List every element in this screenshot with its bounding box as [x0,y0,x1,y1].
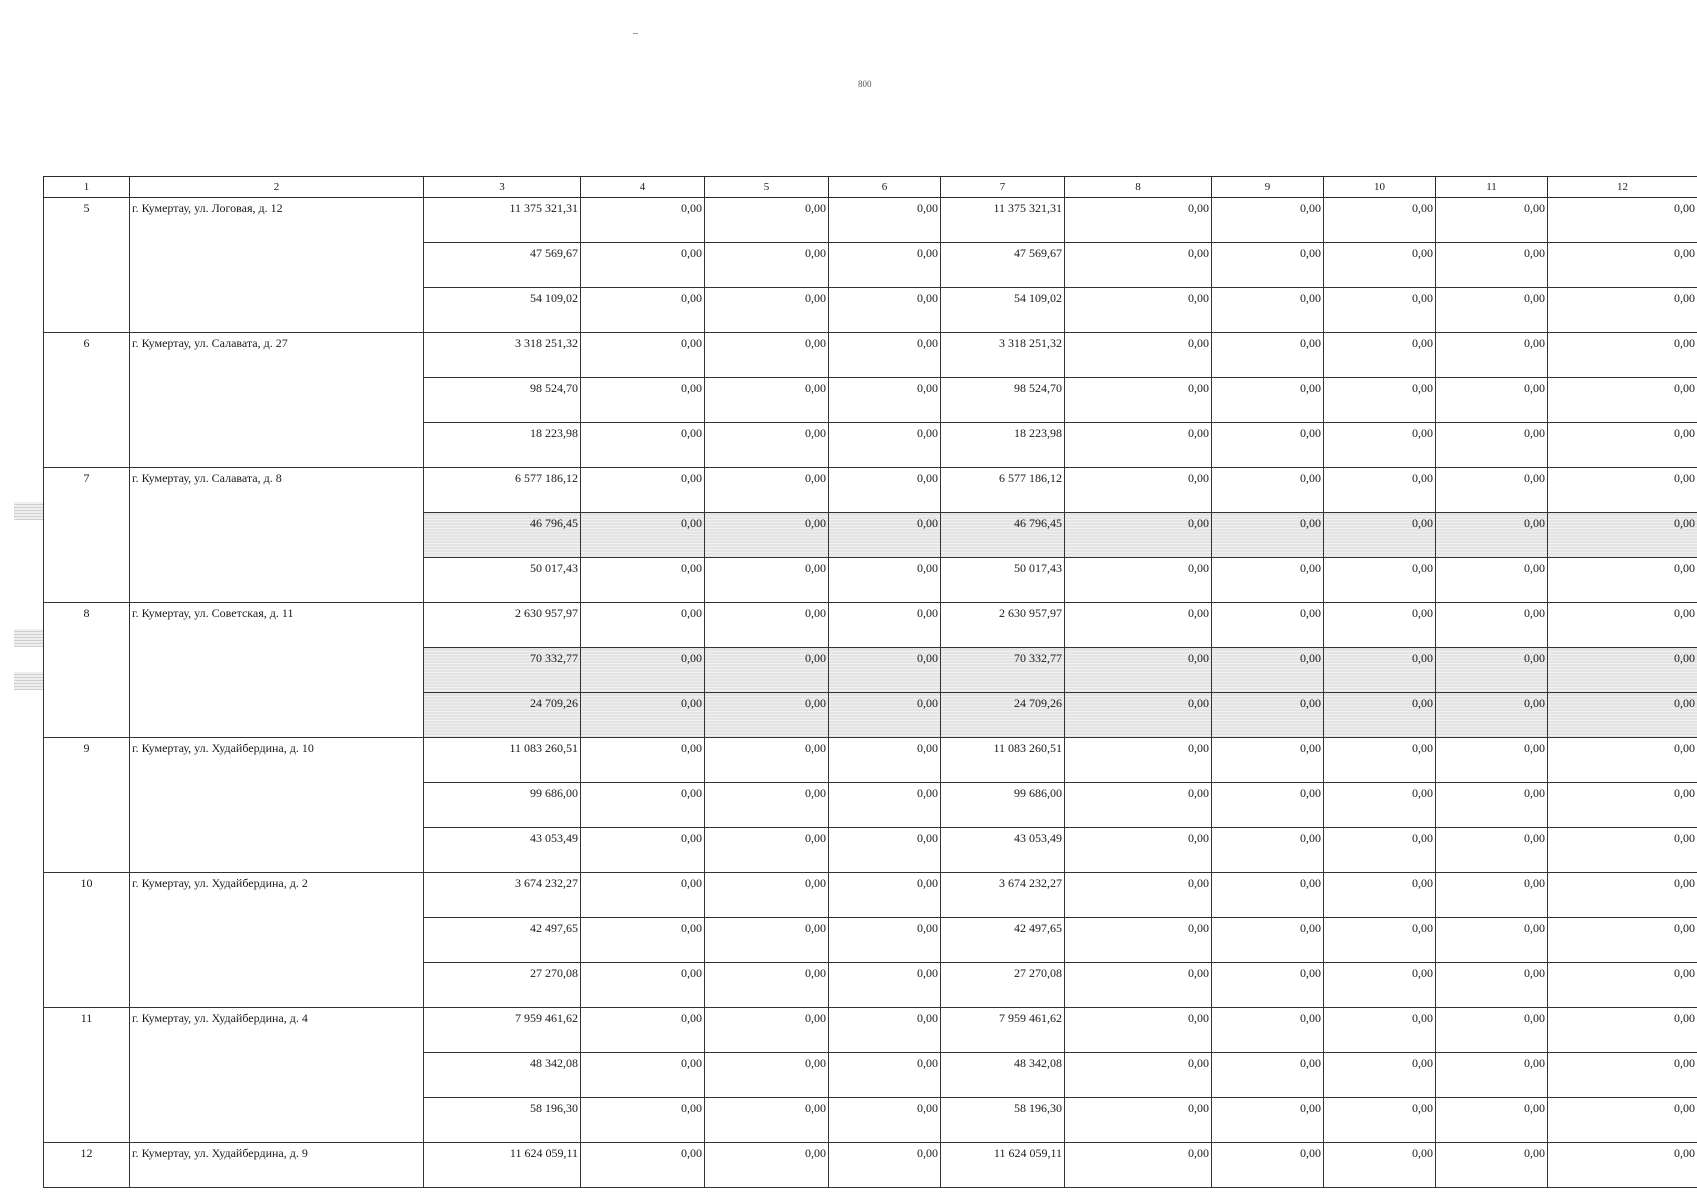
table-row [44,468,1697,513]
amount-cell-col-9: 0,00 [1212,378,1324,423]
table-row [44,873,1697,918]
amount-cell-col-11: 0,00 [1436,243,1548,288]
column-number-11: 11 [1436,177,1548,198]
amount-cell-col-11: 0,00 [1436,963,1548,1008]
amount-cell-col-11: 0,00 [1436,693,1548,738]
amount-cell-col-4: 0,00 [581,828,705,873]
amount-cell-col-6: 0,00 [829,423,941,468]
amount-cell-col-6: 0,00 [829,198,941,243]
amount-cell-col-7: 18 223,98 [941,423,1065,468]
amount-cell-col-8: 0,00 [1065,243,1212,288]
amount-cell-col-10: 0,00 [1324,558,1436,603]
amount-cell-col-12: 0,00 [1548,828,1697,873]
amount-cell-col-11: 0,00 [1436,873,1548,918]
row-index: 11 [44,1008,130,1143]
amount-cell-col-8: 0,00 [1065,468,1212,513]
amount-cell-col-8: 0,00 [1065,378,1212,423]
amount-cell-col-8: 0,00 [1065,333,1212,378]
amount-cell-col-10: 0,00 [1324,693,1436,738]
amount-cell-col-4: 0,00 [581,288,705,333]
amount-cell-col-10: 0,00 [1324,738,1436,783]
amount-cell-col-9: 0,00 [1212,1053,1324,1098]
amount-cell-col-9: 0,00 [1212,198,1324,243]
amount-cell-col-9: 0,00 [1212,738,1324,783]
amount-cell-col-6: 0,00 [829,1098,941,1143]
amount-cell-col-10: 0,00 [1324,288,1436,333]
amount-cell-col-3: 48 342,08 [424,1053,581,1098]
amount-cell-col-5: 0,00 [705,468,829,513]
amount-cell-col-5: 0,00 [705,783,829,828]
amount-cell-col-12: 0,00 [1548,738,1697,783]
amount-cell-col-10: 0,00 [1324,333,1436,378]
amount-cell-col-6: 0,00 [829,333,941,378]
amount-cell-col-6: 0,00 [829,603,941,648]
amount-cell-col-9: 0,00 [1212,693,1324,738]
amount-cell-col-10: 0,00 [1324,423,1436,468]
amount-cell-col-11: 0,00 [1436,558,1548,603]
amount-cell-col-12: 0,00 [1548,918,1697,963]
amount-cell-col-5: 0,00 [705,648,829,693]
row-address: г. Кумертау, ул. Худайбердина, д. 4 [130,1008,424,1143]
amount-cell-col-11: 0,00 [1436,783,1548,828]
amount-cell-col-3: 70 332,77 [424,648,581,693]
amount-cell-col-11: 0,00 [1436,1008,1548,1053]
amount-cell-col-7: 24 709,26 [941,693,1065,738]
table-row [44,1143,1697,1188]
row-address: г. Кумертау, ул. Салавата, д. 8 [130,468,424,603]
amount-cell-col-3: 6 577 186,12 [424,468,581,513]
amount-cell-col-12: 0,00 [1548,693,1697,738]
amount-cell-col-8: 0,00 [1065,558,1212,603]
amount-cell-col-12: 0,00 [1548,603,1697,648]
financial-table [43,176,1697,1188]
amount-cell-col-5: 0,00 [705,1098,829,1143]
amount-cell-col-12: 0,00 [1548,288,1697,333]
amount-cell-col-4: 0,00 [581,918,705,963]
amount-cell-col-9: 0,00 [1212,1098,1324,1143]
scan-shade-band [14,502,43,520]
amount-cell-col-9: 0,00 [1212,468,1324,513]
amount-cell-col-10: 0,00 [1324,198,1436,243]
amount-cell-col-7: 98 524,70 [941,378,1065,423]
amount-cell-col-10: 0,00 [1324,513,1436,558]
amount-cell-col-4: 0,00 [581,738,705,783]
amount-cell-col-12: 0,00 [1548,1098,1697,1143]
amount-cell-col-7: 99 686,00 [941,783,1065,828]
amount-cell-col-7: 6 577 186,12 [941,468,1065,513]
amount-cell-col-5: 0,00 [705,333,829,378]
column-number-3: 3 [424,177,581,198]
amount-cell-col-6: 0,00 [829,693,941,738]
amount-cell-col-3: 3 674 232,27 [424,873,581,918]
amount-cell-col-10: 0,00 [1324,243,1436,288]
amount-cell-col-5: 0,00 [705,288,829,333]
amount-cell-col-8: 0,00 [1065,198,1212,243]
amount-cell-col-4: 0,00 [581,1098,705,1143]
column-number-9: 9 [1212,177,1324,198]
amount-cell-col-7: 43 053,49 [941,828,1065,873]
row-address: г. Кумертау, ул. Худайбердина, д. 9 [130,1143,424,1188]
table-row [44,603,1697,648]
amount-cell-col-8: 0,00 [1065,1053,1212,1098]
amount-cell-col-11: 0,00 [1436,423,1548,468]
amount-cell-col-9: 0,00 [1212,828,1324,873]
amount-cell-col-5: 0,00 [705,1143,829,1188]
table-row [44,333,1697,378]
amount-cell-col-4: 0,00 [581,198,705,243]
amount-cell-col-9: 0,00 [1212,963,1324,1008]
amount-cell-col-4: 0,00 [581,423,705,468]
amount-cell-col-12: 0,00 [1548,198,1697,243]
amount-cell-col-3: 99 686,00 [424,783,581,828]
amount-cell-col-7: 54 109,02 [941,288,1065,333]
amount-cell-col-6: 0,00 [829,558,941,603]
amount-cell-col-4: 0,00 [581,1053,705,1098]
amount-cell-col-12: 0,00 [1548,783,1697,828]
row-index: 10 [44,873,130,1008]
amount-cell-col-9: 0,00 [1212,243,1324,288]
amount-cell-col-12: 0,00 [1548,378,1697,423]
amount-cell-col-8: 0,00 [1065,288,1212,333]
amount-cell-col-11: 0,00 [1436,738,1548,783]
amount-cell-col-11: 0,00 [1436,918,1548,963]
amount-cell-col-4: 0,00 [581,378,705,423]
amount-cell-col-8: 0,00 [1065,513,1212,558]
amount-cell-col-11: 0,00 [1436,378,1548,423]
amount-cell-col-6: 0,00 [829,288,941,333]
amount-cell-col-12: 0,00 [1548,963,1697,1008]
amount-cell-col-10: 0,00 [1324,1053,1436,1098]
amount-cell-col-9: 0,00 [1212,783,1324,828]
column-number-4: 4 [581,177,705,198]
amount-cell-col-6: 0,00 [829,783,941,828]
column-number-10: 10 [1324,177,1436,198]
amount-cell-col-3: 54 109,02 [424,288,581,333]
amount-cell-col-6: 0,00 [829,513,941,558]
row-index: 5 [44,198,130,333]
column-number-row [44,177,1697,198]
amount-cell-col-7: 50 017,43 [941,558,1065,603]
amount-cell-col-7: 3 318 251,32 [941,333,1065,378]
amount-cell-col-9: 0,00 [1212,918,1324,963]
amount-cell-col-4: 0,00 [581,558,705,603]
amount-cell-col-12: 0,00 [1548,423,1697,468]
row-index: 9 [44,738,130,873]
amount-cell-col-10: 0,00 [1324,1098,1436,1143]
amount-cell-col-6: 0,00 [829,1008,941,1053]
amount-cell-col-4: 0,00 [581,1008,705,1053]
amount-cell-col-3: 11 624 059,11 [424,1143,581,1188]
amount-cell-col-10: 0,00 [1324,1143,1436,1188]
amount-cell-col-4: 0,00 [581,333,705,378]
column-number-2: 2 [130,177,424,198]
row-address: г. Кумертау, ул. Худайбердина, д. 2 [130,873,424,1008]
table-row [44,1008,1697,1053]
amount-cell-col-11: 0,00 [1436,1143,1548,1188]
amount-cell-col-5: 0,00 [705,513,829,558]
table-row [44,738,1697,783]
amount-cell-col-4: 0,00 [581,648,705,693]
amount-cell-col-11: 0,00 [1436,468,1548,513]
amount-cell-col-9: 0,00 [1212,423,1324,468]
amount-cell-col-3: 47 569,67 [424,243,581,288]
amount-cell-col-3: 18 223,98 [424,423,581,468]
amount-cell-col-4: 0,00 [581,603,705,648]
amount-cell-col-9: 0,00 [1212,288,1324,333]
amount-cell-col-4: 0,00 [581,243,705,288]
amount-cell-col-8: 0,00 [1065,603,1212,648]
amount-cell-col-3: 42 497,65 [424,918,581,963]
amount-cell-col-8: 0,00 [1065,423,1212,468]
amount-cell-col-7: 70 332,77 [941,648,1065,693]
amount-cell-col-11: 0,00 [1436,828,1548,873]
amount-cell-col-4: 0,00 [581,693,705,738]
amount-cell-col-5: 0,00 [705,738,829,783]
amount-cell-col-11: 0,00 [1436,288,1548,333]
amount-cell-col-7: 58 196,30 [941,1098,1065,1143]
amount-cell-col-12: 0,00 [1548,513,1697,558]
scan-shade-band [14,629,43,647]
amount-cell-col-3: 98 524,70 [424,378,581,423]
table-row [44,198,1697,243]
amount-cell-col-4: 0,00 [581,963,705,1008]
amount-cell-col-5: 0,00 [705,243,829,288]
row-index: 12 [44,1143,130,1188]
amount-cell-col-5: 0,00 [705,828,829,873]
amount-cell-col-8: 0,00 [1065,648,1212,693]
amount-cell-col-9: 0,00 [1212,1143,1324,1188]
amount-cell-col-12: 0,00 [1548,468,1697,513]
amount-cell-col-11: 0,00 [1436,333,1548,378]
scan-shade-band [14,672,43,690]
amount-cell-col-8: 0,00 [1065,828,1212,873]
amount-cell-col-9: 0,00 [1212,873,1324,918]
column-number-6: 6 [829,177,941,198]
row-index: 6 [44,333,130,468]
amount-cell-col-5: 0,00 [705,873,829,918]
amount-cell-col-3: 46 796,45 [424,513,581,558]
amount-cell-col-6: 0,00 [829,1143,941,1188]
row-address: г. Кумертау, ул. Логовая, д. 12 [130,198,424,333]
amount-cell-col-4: 0,00 [581,1143,705,1188]
column-number-8: 8 [1065,177,1212,198]
amount-cell-col-10: 0,00 [1324,378,1436,423]
amount-cell-col-3: 43 053,49 [424,828,581,873]
column-number-5: 5 [705,177,829,198]
amount-cell-col-8: 0,00 [1065,1008,1212,1053]
amount-cell-col-3: 50 017,43 [424,558,581,603]
amount-cell-col-11: 0,00 [1436,513,1548,558]
amount-cell-col-5: 0,00 [705,693,829,738]
amount-cell-col-6: 0,00 [829,468,941,513]
amount-cell-col-8: 0,00 [1065,963,1212,1008]
amount-cell-col-5: 0,00 [705,1053,829,1098]
amount-cell-col-10: 0,00 [1324,828,1436,873]
amount-cell-col-7: 11 375 321,31 [941,198,1065,243]
amount-cell-col-6: 0,00 [829,873,941,918]
amount-cell-col-4: 0,00 [581,468,705,513]
amount-cell-col-6: 0,00 [829,378,941,423]
row-index: 7 [44,468,130,603]
amount-cell-col-10: 0,00 [1324,873,1436,918]
amount-cell-col-7: 47 569,67 [941,243,1065,288]
amount-cell-col-4: 0,00 [581,513,705,558]
row-address: г. Кумертау, ул. Худайбердина, д. 10 [130,738,424,873]
amount-cell-col-3: 11 375 321,31 [424,198,581,243]
amount-cell-col-9: 0,00 [1212,648,1324,693]
amount-cell-col-7: 27 270,08 [941,963,1065,1008]
amount-cell-col-6: 0,00 [829,243,941,288]
amount-cell-col-9: 0,00 [1212,603,1324,648]
amount-cell-col-3: 27 270,08 [424,963,581,1008]
amount-cell-col-4: 0,00 [581,873,705,918]
amount-cell-col-8: 0,00 [1065,918,1212,963]
amount-cell-col-7: 2 630 957,97 [941,603,1065,648]
amount-cell-col-6: 0,00 [829,1053,941,1098]
amount-cell-col-11: 0,00 [1436,603,1548,648]
column-number-1: 1 [44,177,130,198]
amount-cell-col-5: 0,00 [705,918,829,963]
amount-cell-col-7: 42 497,65 [941,918,1065,963]
amount-cell-col-6: 0,00 [829,828,941,873]
scan-mark [633,33,638,34]
amount-cell-col-9: 0,00 [1212,513,1324,558]
amount-cell-col-6: 0,00 [829,738,941,783]
amount-cell-col-5: 0,00 [705,378,829,423]
amount-cell-col-8: 0,00 [1065,738,1212,783]
amount-cell-col-10: 0,00 [1324,963,1436,1008]
amount-cell-col-7: 48 342,08 [941,1053,1065,1098]
amount-cell-col-11: 0,00 [1436,1098,1548,1143]
amount-cell-col-6: 0,00 [829,918,941,963]
amount-cell-col-10: 0,00 [1324,468,1436,513]
amount-cell-col-6: 0,00 [829,648,941,693]
amount-cell-col-4: 0,00 [581,783,705,828]
amount-cell-col-7: 11 083 260,51 [941,738,1065,783]
amount-cell-col-3: 3 318 251,32 [424,333,581,378]
amount-cell-col-10: 0,00 [1324,1008,1436,1053]
amount-cell-col-8: 0,00 [1065,1143,1212,1188]
amount-cell-col-10: 0,00 [1324,783,1436,828]
amount-cell-col-5: 0,00 [705,1008,829,1053]
amount-cell-col-7: 11 624 059,11 [941,1143,1065,1188]
column-number-12: 12 [1548,177,1697,198]
row-address: г. Кумертау, ул. Салавата, д. 27 [130,333,424,468]
amount-cell-col-5: 0,00 [705,198,829,243]
amount-cell-col-8: 0,00 [1065,783,1212,828]
amount-cell-col-5: 0,00 [705,558,829,603]
amount-cell-col-3: 7 959 461,62 [424,1008,581,1053]
amount-cell-col-12: 0,00 [1548,1143,1697,1188]
row-index: 8 [44,603,130,738]
amount-cell-col-3: 11 083 260,51 [424,738,581,783]
amount-cell-col-8: 0,00 [1065,693,1212,738]
amount-cell-col-9: 0,00 [1212,333,1324,378]
amount-cell-col-10: 0,00 [1324,648,1436,693]
amount-cell-col-10: 0,00 [1324,918,1436,963]
amount-cell-col-11: 0,00 [1436,1053,1548,1098]
amount-cell-col-12: 0,00 [1548,333,1697,378]
page-number: 800 [858,79,872,89]
amount-cell-col-5: 0,00 [705,423,829,468]
amount-cell-col-9: 0,00 [1212,558,1324,603]
amount-cell-col-11: 0,00 [1436,648,1548,693]
amount-cell-col-3: 2 630 957,97 [424,603,581,648]
amount-cell-col-7: 3 674 232,27 [941,873,1065,918]
amount-cell-col-12: 0,00 [1548,243,1697,288]
amount-cell-col-5: 0,00 [705,603,829,648]
amount-cell-col-7: 7 959 461,62 [941,1008,1065,1053]
amount-cell-col-12: 0,00 [1548,558,1697,603]
row-address: г. Кумертау, ул. Советская, д. 11 [130,603,424,738]
amount-cell-col-7: 46 796,45 [941,513,1065,558]
column-number-7: 7 [941,177,1065,198]
amount-cell-col-5: 0,00 [705,963,829,1008]
amount-cell-col-6: 0,00 [829,963,941,1008]
amount-cell-col-12: 0,00 [1548,1053,1697,1098]
amount-cell-col-11: 0,00 [1436,198,1548,243]
amount-cell-col-10: 0,00 [1324,603,1436,648]
amount-cell-col-3: 24 709,26 [424,693,581,738]
amount-cell-col-8: 0,00 [1065,873,1212,918]
amount-cell-col-12: 0,00 [1548,1008,1697,1053]
amount-cell-col-12: 0,00 [1548,648,1697,693]
amount-cell-col-3: 58 196,30 [424,1098,581,1143]
table-body [44,198,1697,1188]
amount-cell-col-9: 0,00 [1212,1008,1324,1053]
amount-cell-col-8: 0,00 [1065,1098,1212,1143]
amount-cell-col-12: 0,00 [1548,873,1697,918]
